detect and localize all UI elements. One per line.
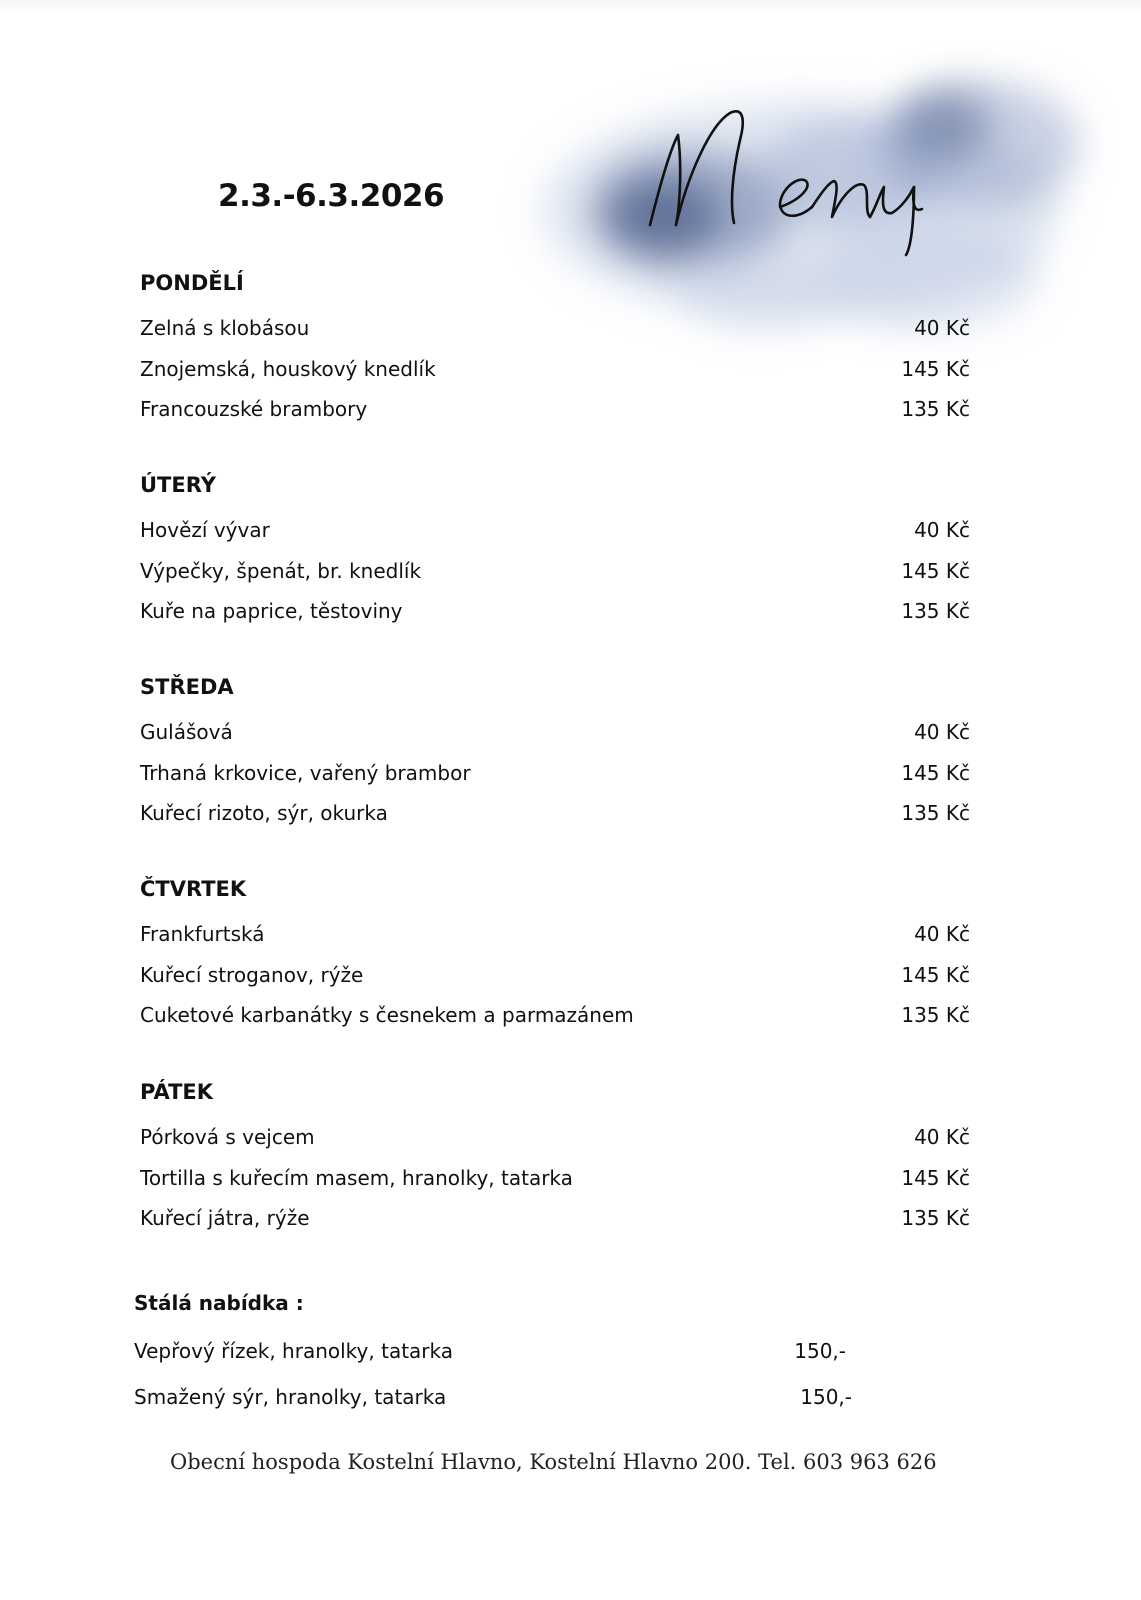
item-name: Kuře na paprice, těstoviny <box>140 599 403 623</box>
menu-script-title <box>630 95 990 265</box>
menu-item <box>140 995 970 1036</box>
menu-item <box>140 1198 970 1239</box>
item-name: Kuřecí stroganov, rýže <box>140 962 364 987</box>
item-name: Smažený sýr, hranolky, tatarka <box>134 1385 447 1409</box>
item-price: 145 Kč <box>901 558 970 583</box>
day-section-thursday <box>140 874 970 1036</box>
item-name: Trhaná krkovice, vařený brambor <box>140 760 471 785</box>
standing-offer-section <box>134 1288 854 1420</box>
item-price: 145 Kč <box>901 1165 970 1190</box>
day-section-friday <box>140 1077 970 1239</box>
item-name: Cuketové karbanátky s česnekem a parmazánem <box>140 1003 634 1027</box>
item-name: Francouzské brambory <box>140 397 368 421</box>
date-range: 2.3.-6.3.2026 <box>218 178 445 214</box>
day-title: PONDĚLÍ <box>140 271 244 295</box>
item-price: 40 Kč <box>914 1125 970 1149</box>
item-price: 145 Kč <box>901 760 970 785</box>
day-section-wednesday <box>140 672 970 834</box>
item-price: 135 Kč <box>901 599 970 623</box>
footer-contact: Obecní hospoda Kostelní Hlavno, Kostelní Hlavno 200. Tel. 603 963 626 <box>170 1450 937 1474</box>
standing-offer-title: Stálá nabídka : <box>134 1291 304 1315</box>
item-name: Gulášová <box>140 720 233 744</box>
item-name: Výpečky, špenát, br. knedlík <box>140 558 422 583</box>
item-price: 150,- <box>794 1339 846 1363</box>
item-name: Kuřecí játra, rýže <box>140 1206 310 1230</box>
menu-item <box>140 793 970 834</box>
standing-offer-item <box>134 1328 854 1374</box>
menu-item <box>140 551 970 592</box>
item-price: 135 Kč <box>901 1003 970 1027</box>
item-price: 135 Kč <box>901 801 970 825</box>
menu-item <box>140 591 970 632</box>
item-price: 40 Kč <box>914 720 970 744</box>
day-title: ÚTERÝ <box>140 473 216 497</box>
standing-offer-item <box>134 1374 854 1420</box>
menu-item <box>140 1117 970 1158</box>
item-price: 135 Kč <box>901 1206 970 1230</box>
menu-item <box>140 349 970 390</box>
item-name: Zelná s klobásou <box>140 316 310 340</box>
item-name: Pórková s vejcem <box>140 1125 315 1149</box>
menu-item <box>140 308 970 349</box>
item-name: Frankfurtská <box>140 922 265 946</box>
item-price: 150,- <box>800 1385 852 1409</box>
menu-item <box>140 914 970 955</box>
item-price: 40 Kč <box>914 518 970 542</box>
item-price: 145 Kč <box>901 356 970 381</box>
item-name: Vepřový řízek, hranolky, tatarka <box>134 1339 454 1363</box>
menu-item <box>140 712 970 753</box>
day-section-tuesday <box>140 470 970 632</box>
item-price: 40 Kč <box>914 316 970 340</box>
day-title: PÁTEK <box>140 1080 214 1104</box>
day-title: STŘEDA <box>140 675 234 699</box>
item-price: 145 Kč <box>901 962 970 987</box>
item-price: 135 Kč <box>901 397 970 421</box>
item-name: Znojemská, houskový knedlík <box>140 356 436 381</box>
menu-item <box>140 1158 970 1199</box>
day-title: ČTVRTEK <box>140 877 247 901</box>
item-name: Hovězí vývar <box>140 518 270 542</box>
menu-item <box>140 753 970 794</box>
menu-item <box>140 510 970 551</box>
day-section-monday <box>140 268 970 430</box>
menu-item <box>140 955 970 996</box>
menu-item <box>140 389 970 430</box>
item-name: Kuřecí rizoto, sýr, okurka <box>140 801 388 825</box>
item-name: Tortilla s kuřecím masem, hranolky, tatarka <box>140 1165 573 1190</box>
item-price: 40 Kč <box>914 922 970 946</box>
